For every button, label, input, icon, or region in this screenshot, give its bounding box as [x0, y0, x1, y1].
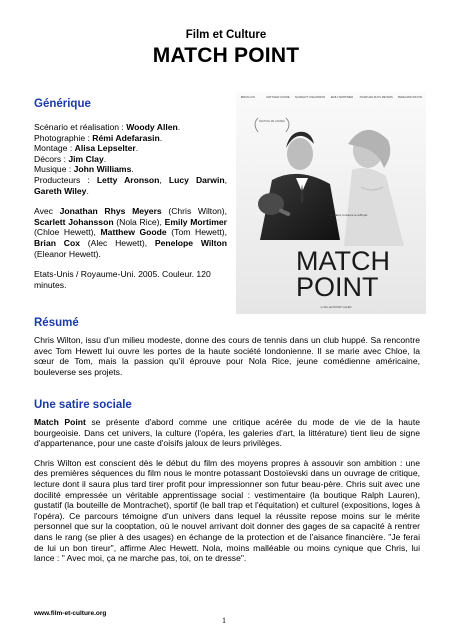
credit-label-decors: Décors : — [34, 153, 69, 164]
credit-label-scenario: Scénario et réalisation : — [34, 122, 127, 132]
poster-director: un film de WOODY ALLEN — [320, 306, 352, 309]
resume-section — [34, 317, 420, 377]
cast-list: Avec Jonathan Rhys Meyers (Chris Wilton), Scarlett Johansson (Nola Rice), Emily Mortimer (Chloe Hewett), Matthew Goode (Tom Hewett), Brian Cox (Alec Hewett), Penelope Wilton (Eleanor Hewett). — [34, 206, 228, 259]
cast-actor: Jonathan Rhys Meyers — [59, 206, 162, 217]
film-title: MATCH POINT — [152, 44, 300, 67]
poster-cast-name: SCARLETT JOHANSSON — [294, 96, 326, 99]
credit-value-montage: Alisa Lepselter — [74, 143, 136, 154]
credit-label-photo: Photographie : — [34, 132, 93, 143]
satire-paragraph-2: Chris Wilton est conscient dès le début du film des moyens propres à assouvir son ambition : une des premières séquences du film nous le montre potassant Dostoïevski dans un ouvrage de critique, lecture dont il saura plus tard tirer profit pour impressionner son futur beau-père. Chris suit avec une docilité empressée un véritable apprentissage social : vestimentaire (la boutique Ralph Lauren), gustatif (la bouteille de Montrachet), sportif (le ball trap et l'équitation) et culturel (expositions, loges à l'opéra). Ce parcours témoigne d'un univers dans lequel la réussite repose moins sur le mérite personnel que sur la cooptation, où le nouvel arrivant doit donner des gages de sa capacité à rentrer dans le rang (se plier à des usages) en échange de la protection et de l'aisance financière. "Je ferai de lui un bon tireur", affirme Alec Hewett. Nola, moins malléable ou moins cynique que Chris, lui lance : " Avec moi, ça ne marche pas, toi, on te dresse". — [34, 457, 420, 564]
satire-section — [34, 399, 420, 564]
cast-actor: Matthew Goode — [100, 227, 167, 238]
cast-actor: Brian Cox — [34, 237, 80, 248]
resume-text: Chris Wilton, issu d'un milieu modeste, donne des cours de tennis dans un club huppé. Sa rencontre avec Tom Hewett lui ouvre les portes de la haute société londonienne. Il se marie avec Chloe, la sœur de Tom, mais la passion qu'il éprouve pour Nola Rice, jeune comédienne américaine, bouleverse ses projets. — [34, 335, 420, 377]
poster-cast-name: MATTHEW GOODE — [266, 96, 290, 99]
satire-film-name: Match Point — [34, 417, 86, 427]
satire-paragraph-1: Match Point se présente d'abord comme une critique acérée du mode de vie de la haute bourgeoisie. Dans cet univers, la culture (l'opéra, les galeries d'art, la littérature) tient lieu de signe d'appartenance, pour une caste d'oisifs jaloux de leurs privilèges. — [34, 417, 420, 449]
page-number: 1 — [222, 616, 226, 625]
publication-name: Film et Culture — [185, 29, 267, 41]
cast-actor: Penelope Wilton — [154, 237, 227, 248]
poster-cast-name: EMILY MORTIMER — [330, 96, 354, 99]
producer-2: Lucy Darwin — [168, 174, 225, 185]
poster-cast-name: JONATHAN RHYS MEYERS — [359, 96, 393, 99]
producer-1: Letty Aronson — [96, 174, 160, 185]
generique-section — [34, 98, 227, 290]
producers-line: Producteurs : Letty Aronson, Lucy Darwin, Gareth Wiley. — [34, 174, 227, 196]
generique-heading: Générique — [34, 98, 91, 110]
footer-url[interactable]: www.film-et-culture.org — [34, 610, 107, 617]
poster-title-line1: MATCH — [296, 246, 390, 276]
poster-tagline: Sans talent, la chance ne suffit pas — [328, 214, 368, 217]
film-poster — [236, 92, 426, 314]
poster-title-line2: POINT — [296, 272, 379, 302]
cast-actor: Scarlett Johansson — [34, 216, 114, 227]
credit-value-scenario: Woody Allen — [126, 122, 178, 132]
cast-actor: Emily Mortimer — [164, 216, 227, 227]
poster-cast-name: BRIAN COX — [240, 96, 256, 99]
credit-label-musique: Musique : — [34, 164, 74, 175]
resume-heading: Résumé — [34, 317, 79, 329]
poster-festival: FESTIVAL DE CANNES — [259, 120, 285, 123]
credit-value-photo: Rémi Adefarasin — [92, 132, 160, 143]
credits-list: Scénario et réalisation : Woody Allen. Photographie : Rémi Adefarasin. Montage : Alisa Lepselter. Décors : Jim Clay. Musique : John Williams. — [34, 122, 181, 175]
poster-cast-name: PENELOPE WILTON — [397, 96, 423, 99]
film-info: Etats-Unis / Royaume-Uni. 2005. Couleur. 120 minutes. — [34, 269, 211, 290]
producer-3: Gareth Wiley — [34, 185, 87, 196]
credit-label-montage: Montage : — [34, 143, 75, 154]
credit-value-decors: Jim Clay — [68, 153, 104, 164]
satire-heading: Une satire sociale — [34, 399, 132, 411]
credit-value-musique: John Williams — [73, 164, 132, 175]
